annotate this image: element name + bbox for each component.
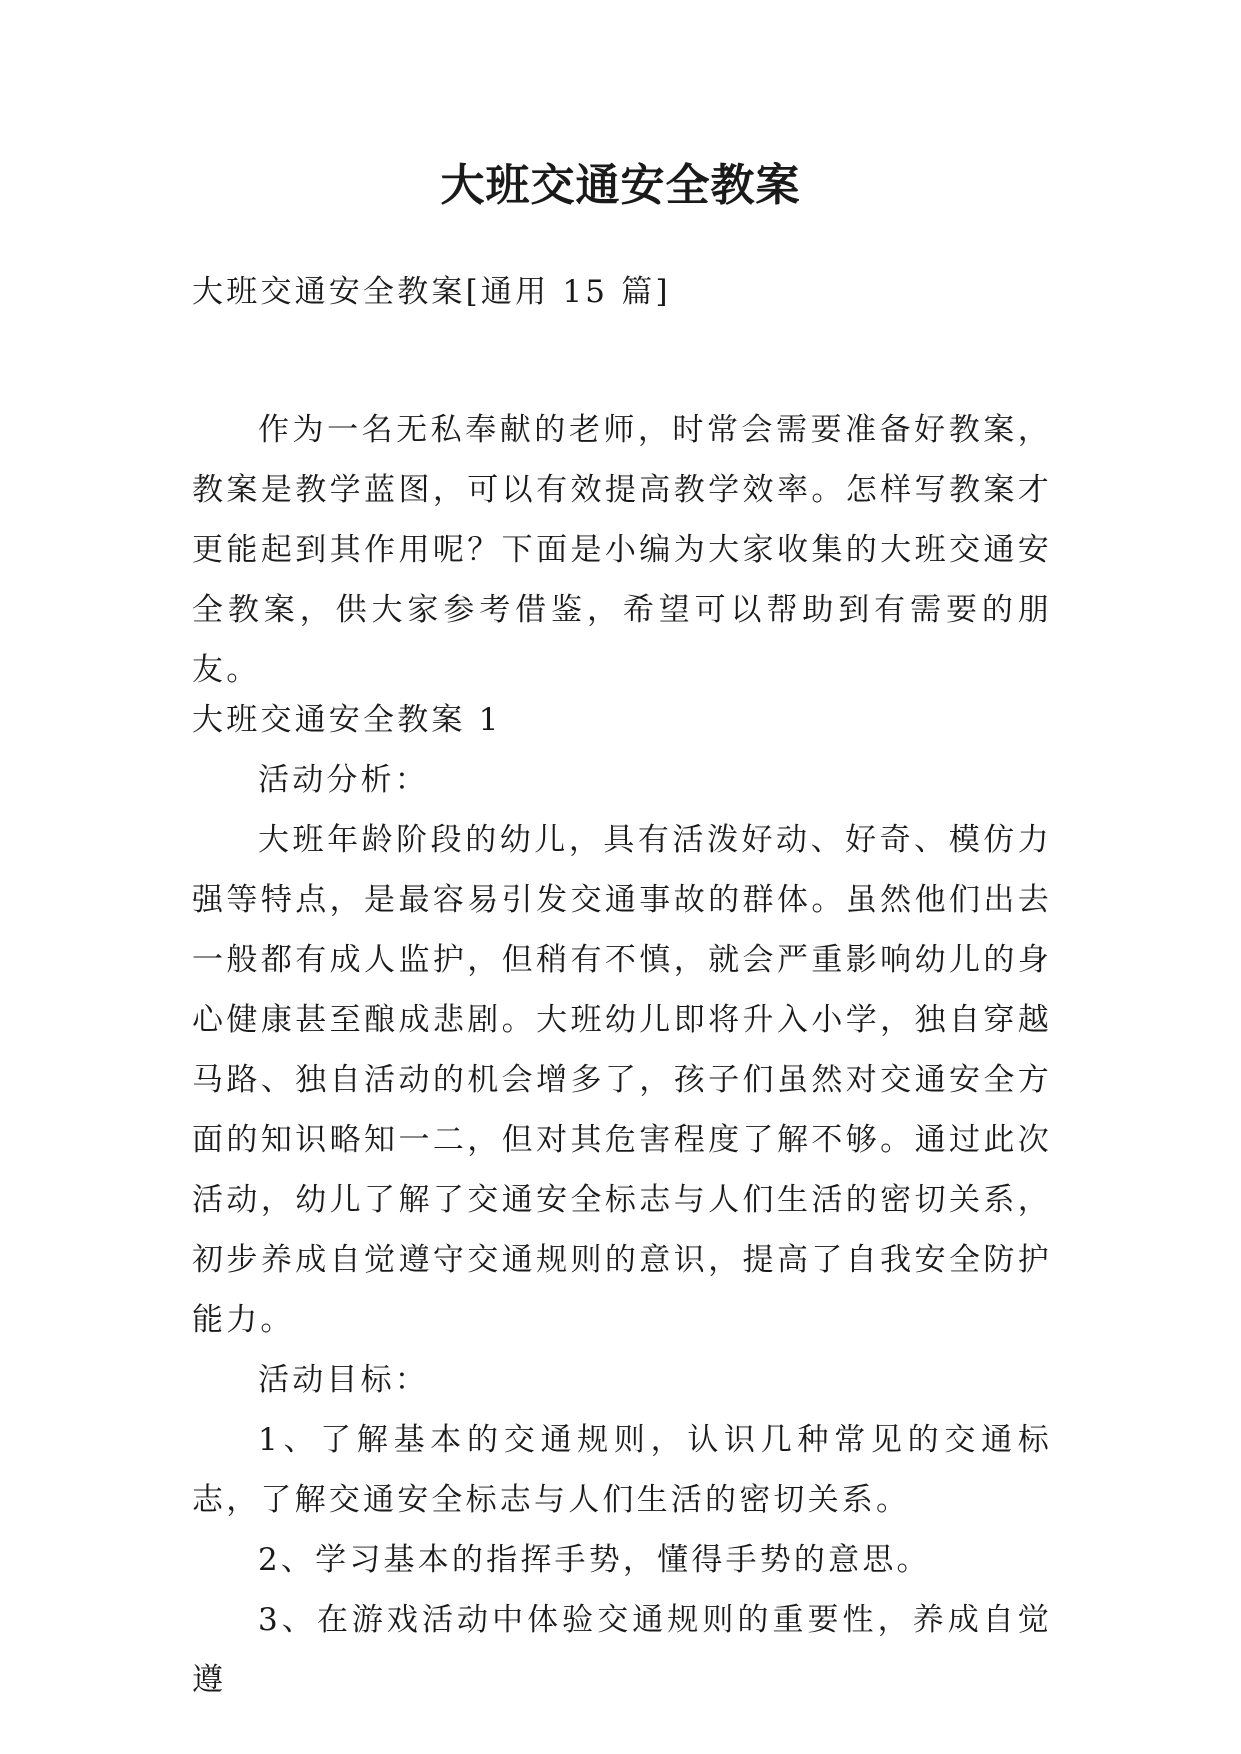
section-1-heading: 大班交通安全教案 1 (192, 702, 502, 738)
analysis-label: 活动分析： (258, 762, 429, 798)
goal-item-3: 3、在游戏活动中体验交通规则的重要性，养成自觉遵 (192, 1602, 1052, 1698)
section-1 (192, 690, 1052, 1710)
intro-paragraph: 作为一名无私奉献的老师，时常会需要准备好教案，教案是教学蓝图，可以有效提高教学效率。怎样写教案才更能起到其作用呢？下面是小编为大家收集的大班交通安全教案，供大家参考借鉴，希望可以帮助到有需要的朋友。 (192, 412, 1052, 688)
document-subtitle (192, 262, 1052, 322)
document-title: 大班交通安全教案 (440, 160, 801, 211)
goals-label: 活动目标： (258, 1362, 429, 1398)
goal-item-1: 1、了解基本的交通规则，认识几种常见的交通标志，了解交通安全标志与人们生活的密切关系。 (192, 1422, 1052, 1518)
goal-item-2: 2、学习基本的指挥手势，懂得手势的意思。 (258, 1542, 931, 1578)
intro-paragraph-block (192, 400, 1052, 700)
subtitle-text: 大班交通安全教案[通用 15 篇] (192, 274, 671, 310)
analysis-paragraph: 大班年龄阶段的幼儿，具有活泼好动、好奇、模仿力强等特点，是最容易引发交通事故的群体。虽然他们出去一般都有成人监护，但稍有不慎，就会严重影响幼儿的身心健康甚至酿成悲剧。大班幼儿即将升入小学，独自穿越马路、独自活动的机会增多了，孩子们虽然对交通安全方面的知识略知一二，但对其危害程度了解不够。通过此次活动，幼儿了解了交通安全标志与人们生活的密切关系，初步养成自觉遵守交通规则的意识，提高了自我安全防护能力。 (192, 822, 1052, 1338)
